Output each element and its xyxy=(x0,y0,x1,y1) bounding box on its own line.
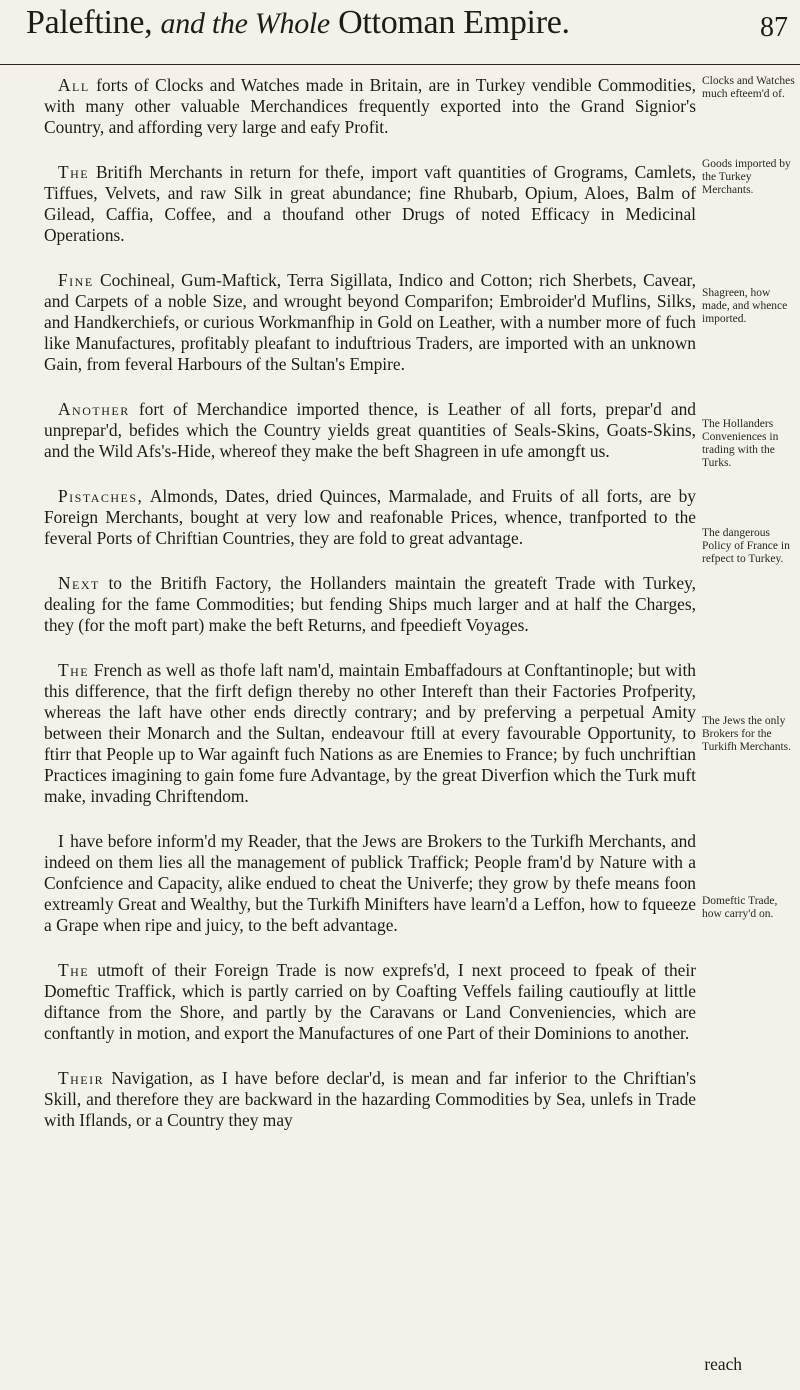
paragraph-text: Almonds, Dates, dried Quinces, Marmalade, and Fruits of all forts, are by Foreign Merchants, bought at very low and reafonable Prices, whence, tranfported to the feveral Ports of Chriftian Countries, they are fold to great advantage. xyxy=(44,486,696,548)
paragraph-lead: Fine xyxy=(58,270,94,290)
margin-note: Domeftic Trade, how carry'd on. xyxy=(702,895,778,920)
paragraph xyxy=(44,960,696,1044)
running-title-italic: and the Whole xyxy=(160,7,330,40)
catchword: reach xyxy=(704,1354,742,1374)
body-text xyxy=(44,75,696,1131)
paragraph xyxy=(44,162,696,246)
paragraph-lead: The xyxy=(58,660,90,680)
margin-note: Shagreen, how made, and whence imported. xyxy=(702,287,788,325)
margin-note: The dangerous Policy of France in refpect to Turkey. xyxy=(702,527,790,565)
paragraph-lead: Another xyxy=(58,399,130,419)
paragraph xyxy=(44,399,696,462)
paragraph-text: Navigation, as I have before declar'd, is mean and far inferior to the Chriftian's Skill, and therefore they are backward in the hazarding Commodities by Sea, unlefs in Trade with Iflands, or a Country they may xyxy=(44,1068,696,1130)
paragraph xyxy=(44,660,696,807)
paragraph-text: Britifh Merchants in return for thefe, import vaft quantities of Grograms, Camlets, Tiffues, Velvets, and raw Silk in great abundance; fine Rhubarb, Opium, Aloes, Balm of Gilead, Caffia, Coffee, and a thoufand other Drugs of noted Efficacy in Medicinal Operations. xyxy=(44,162,696,245)
paragraph-text: Cochineal, Gum-Maftick, Terra Sigillata, Indico and Cotton; rich Sherbets, Cavear, and Carpets of a noble Size, and wrought beyond Comparifon; Embroider'd Muflins, Silks, and Handkerchiefs, or curious Workmanfhip in Gold on Leather, with a number more of fuch like Manufactures, profitably pleafant to induftrious Traders, are imported with an unknown Gain, from feveral Harbours of the Sultan's Empire. xyxy=(44,270,696,374)
page-number: 87 xyxy=(760,12,788,43)
paragraph-text: to the Britifh Factory, the Hollanders maintain the greateft Trade with Turkey, dealing for the fame Commodities; but fending Ships much larger and at half the Charges, they (for the moft part) make the beft Returns, and fpeedieft Voyages. xyxy=(44,573,696,635)
paragraph-lead: The xyxy=(58,162,90,182)
paragraph-lead: All xyxy=(58,75,90,95)
paragraph xyxy=(44,270,696,375)
running-header xyxy=(0,0,800,65)
running-title-end: Ottoman Empire. xyxy=(338,4,570,41)
paragraph-lead: Next xyxy=(58,573,100,593)
paragraph xyxy=(44,831,696,936)
paragraph-lead: Pistaches, xyxy=(58,486,144,506)
paragraph-text: forts of Clocks and Watches made in Britain, are in Turkey vendible Commodities, with many other valuable Merchandices frequently exported into the Grand Signior's Country, and affording very large and eafy Profit. xyxy=(44,75,696,137)
paragraph-text: French as well as thofe laft nam'd, maintain Embaffadours at Conftantinople; but with this difference, that the firft defign thereby no other Intereft than their Factories Profperity, whereas the laft have other ends directly contrary; and by preferving a perpetual Amity between their Monarch and the Sultan, endeavour ftill at every favourable Opportunity, to ftirr that People up to War againft fuch Nations as are Enemies to France; by fuch unchriftian Practices imagining to gain fome fure Advantage, by the great Diverfion which the Turk muft make, invading Chriftendom. xyxy=(44,660,696,806)
paragraph-text: have before inform'd my Reader, that the Jews are Brokers to the Turkifh Merchants, and indeed on them lies all the management of publick Traffick; People fram'd by Nature with a Confcience and Capacity, alike endued to cheat the Univerfe; they grow by thefe means foon extreamly Great and Wealthy, but the Turkifh Minifters have learn'd a Leffon, how to fqueeze a Grape when ripe and juicy, to the beft advantage. xyxy=(44,831,696,935)
margin-note: The Jews the only Brokers for the Turkifh Merchants. xyxy=(702,715,792,753)
margin-note: Clocks and Watches much efteem'd of. xyxy=(702,75,795,100)
paragraph-lead: The xyxy=(58,960,90,980)
paragraph xyxy=(44,486,696,549)
paragraph-text: fort of Merchandice imported thence, is Leather of all forts, prepar'd and unprepar'd, befides which the Country yields great quantities of Seals-Skins, Goats-Skins, and the Wild Afs's-Hide, whereof they make the beft Shagreen in ufe amongft us. xyxy=(44,399,696,461)
paragraph xyxy=(44,75,696,138)
running-title xyxy=(26,4,570,42)
paragraph-text: utmoft of their Foreign Trade is now exprefs'd, I next proceed to fpeak of their Domeftic Traffick, which is partly carried on by Coafting Veffels failing cautioufly at little diftance from the Shore, and partly by the Caravans or Land Conveniencies, which are conftantly in motion, and export the Manufactures of one Part of their Dominions to another. xyxy=(44,960,696,1043)
paragraph-lead: Their xyxy=(58,1068,105,1088)
paragraph xyxy=(44,1068,696,1131)
running-title-plain: Paleftine, xyxy=(26,4,153,41)
margin-note: The Hollanders Conveniences in trading with the Turks. xyxy=(702,418,779,469)
paragraph-lead: I xyxy=(58,831,66,851)
margin-note: Goods imported by the Turkey Merchants. xyxy=(702,158,791,196)
paragraph xyxy=(44,573,696,636)
